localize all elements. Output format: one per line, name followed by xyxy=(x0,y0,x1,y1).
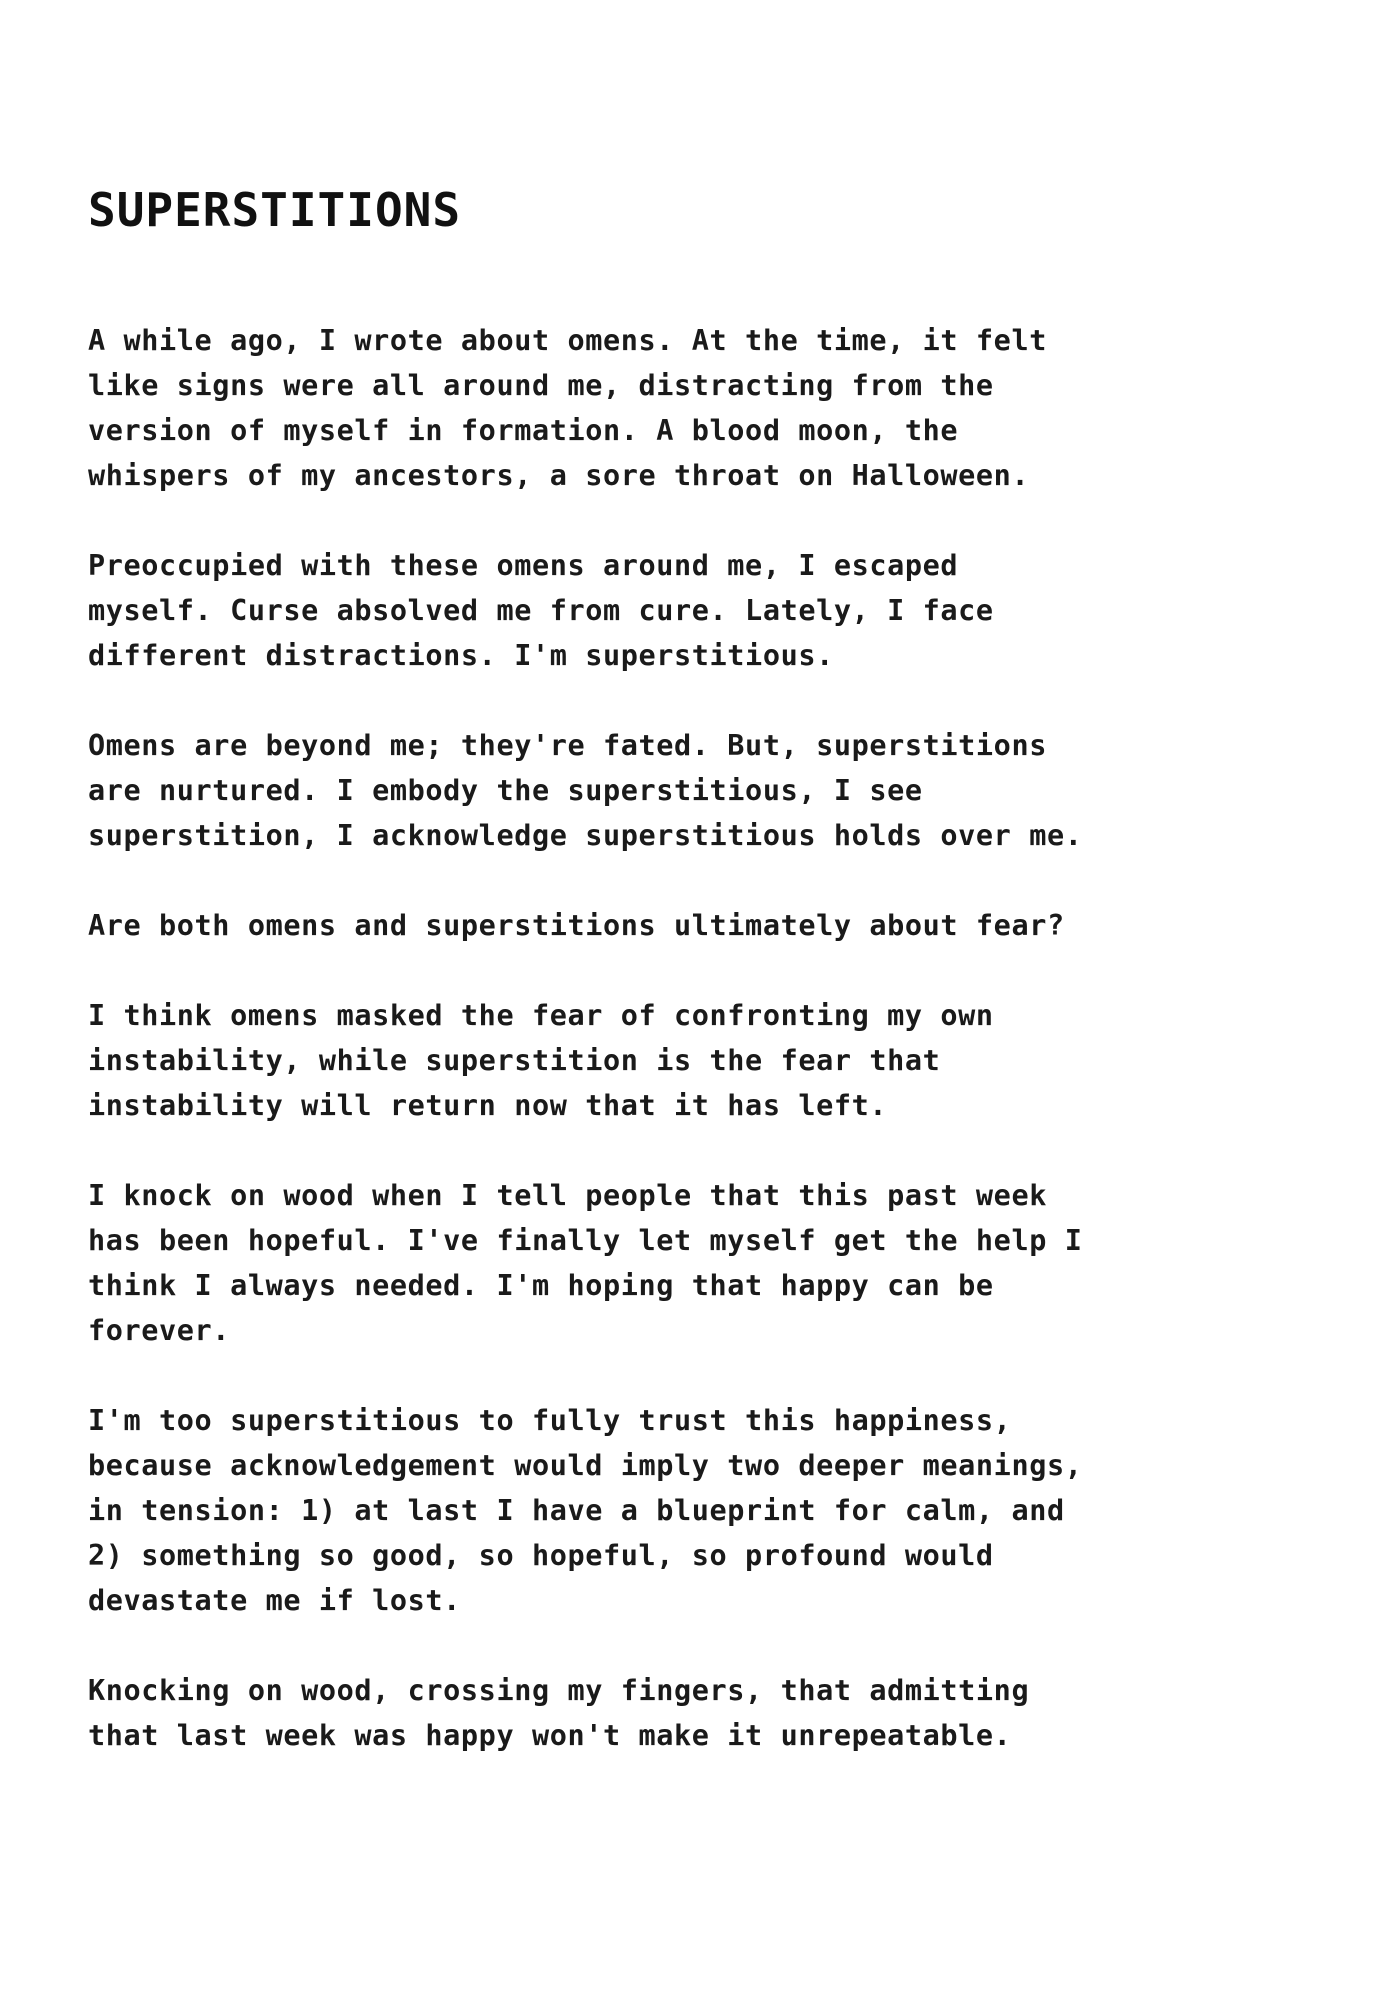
text-line: that last week was happy won't make it unrepeatable. xyxy=(88,1719,1012,1752)
paragraph xyxy=(88,903,1328,948)
text-line: has been hopeful. I've finally let myself get the help I xyxy=(88,1224,1083,1257)
text-line: think I always needed. I'm hoping that happy can be xyxy=(88,1269,994,1302)
text-line: 2) something so good, so hopeful, so profound would xyxy=(88,1539,994,1572)
text-line: like signs were all around me, distracting from the xyxy=(88,369,994,402)
text-line: in tension: 1) at last I have a blueprint for calm, and xyxy=(88,1494,1065,1527)
paragraph xyxy=(88,723,1328,858)
paragraph xyxy=(88,1668,1328,1758)
paragraph xyxy=(88,1173,1328,1353)
text-line: I think omens masked the fear of confronting my own xyxy=(88,999,994,1032)
text-line: Preoccupied with these omens around me, I escaped xyxy=(88,549,959,582)
text-line: superstition, I acknowledge superstitious holds over me. xyxy=(88,819,1083,852)
paragraph xyxy=(88,543,1328,678)
paragraph xyxy=(88,993,1328,1128)
text-line: forever. xyxy=(88,1314,231,1347)
text-line: myself. Curse absolved me from cure. Lately, I face xyxy=(88,594,994,627)
text-line: because acknowledgement would imply two deeper meanings, xyxy=(88,1449,1083,1482)
text-line: A while ago, I wrote about omens. At the time, it felt xyxy=(88,324,1047,357)
text-line: instability will return now that it has left. xyxy=(88,1089,888,1122)
text-line: Are both omens and superstitions ultimately about fear? xyxy=(88,909,1065,942)
paragraph xyxy=(88,1398,1328,1623)
text-line: Knocking on wood, crossing my fingers, that admitting xyxy=(88,1674,1030,1707)
text-line: whispers of my ancestors, a sore throat on Halloween. xyxy=(88,459,1030,492)
text-line: devastate me if lost. xyxy=(88,1584,461,1617)
text-line: Omens are beyond me; they're fated. But, superstitions xyxy=(88,729,1047,762)
text-line: I knock on wood when I tell people that this past week xyxy=(88,1179,1047,1212)
text-line: version of myself in formation. A blood moon, the xyxy=(88,414,959,447)
page-title: SUPERSTITIONS xyxy=(88,183,462,237)
document-body xyxy=(88,318,1328,1803)
paragraph xyxy=(88,318,1328,498)
text-line: different distractions. I'm superstitious. xyxy=(88,639,834,672)
text-line: I'm too superstitious to fully trust this happiness, xyxy=(88,1404,1012,1437)
text-line: instability, while superstition is the fear that xyxy=(88,1044,941,1077)
text-line: are nurtured. I embody the superstitious, I see xyxy=(88,774,923,807)
